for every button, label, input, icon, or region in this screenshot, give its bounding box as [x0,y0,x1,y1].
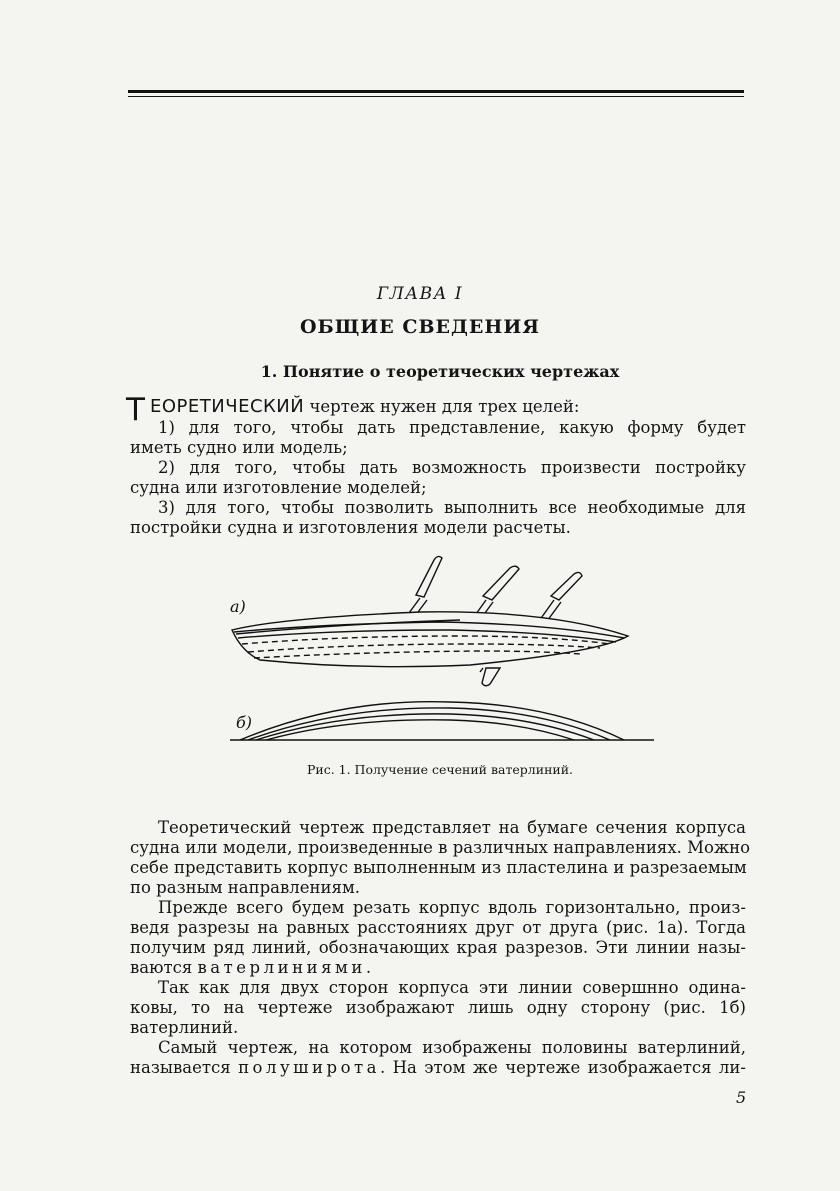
p2-line-1: Прежде всего будем резать корпус вдоль горизонтально, произ- [158,898,746,917]
section-title: 1. Понятие о теоретических чертежах [260,362,620,381]
p4-line-2 [130,1058,746,1078]
top-rule-thin [128,96,744,97]
p1-line-1: Теоретический чертеж представляет на бумаге сечения корпуса [158,818,746,837]
p2-line-4 [130,958,746,978]
p4-line-1: Самый чертеж, на котором изображены половины ватерлиний, [158,1038,746,1057]
top-rule-thick [128,90,744,93]
plan-curve-4 [266,720,574,740]
term-waterlines: ватерлиниями [197,958,366,977]
intro-first-line-rest: чертеж нужен для трех целей: [304,397,580,416]
p3-line-2: ковы, то на чертеже изображают лишь одну сторону (рис. 1б) [130,998,746,1017]
p1-line-2: судна или модели, произведенные в различных направлениях. Можно [130,838,751,857]
figure-label-a: а) [230,597,246,616]
p2-line-2: ведя разрезы на равных расстояниях друг от друга (рис. 1а). Тогда [130,918,746,937]
figure-caption: Рис. 1. Получение сечений ватерлиний. [306,762,574,777]
intro-line-1: 1) для того, чтобы дать представление, какую форму будет [158,418,746,437]
hull-outline [232,612,628,667]
chapter-heading: ГЛАВА I [376,284,464,304]
p4-line-2-start: называется [130,1058,239,1077]
term-half-breadth: полуширота [238,1058,380,1077]
intro-line-3: 2) для того, чтобы дать возможность произвести постройку [158,458,746,477]
intro-caps-word: ЕОРЕТИЧЕСКИЙ [150,396,305,417]
intro-line-6: постройки судна и изготовления модели расчеты. [130,518,571,537]
boat-waterline-figure [220,548,660,748]
p1-line-4: по разным направлениям. [130,878,361,897]
p1-line-3: себе представить корпус выполненным из пластелина и разрезаемым [130,858,747,877]
figure-label-b: б) [236,713,253,732]
intro-first-line [150,397,579,417]
drop-cap: Т [126,392,145,428]
p2-line-4-end: . [365,958,372,977]
chapter-title: ОБЩИЕ СВЕДЕНИЯ [299,316,541,338]
p3-line-1: Так как для двух сторон корпуса эти линии совершнно одина- [158,978,746,997]
boat-hull-drawing [230,556,654,740]
intro-line-4: судна или изготовление моделей; [130,478,427,497]
page-number: 5 [736,1088,747,1107]
intro-line-5: 3) для того, чтобы позволить выполнить все необходимые для [158,498,746,517]
intro-line-2: иметь судно или модель; [130,438,348,457]
p2-line-4-start: ваются [130,958,198,977]
p4-line-2-end: . На этом же чертеже изображается ли- [379,1058,746,1077]
p3-line-3: ватерлиний. [130,1018,239,1037]
p2-line-3: получим ряд линий, обозначающих края разрезов. Эти линии назы- [130,938,746,957]
